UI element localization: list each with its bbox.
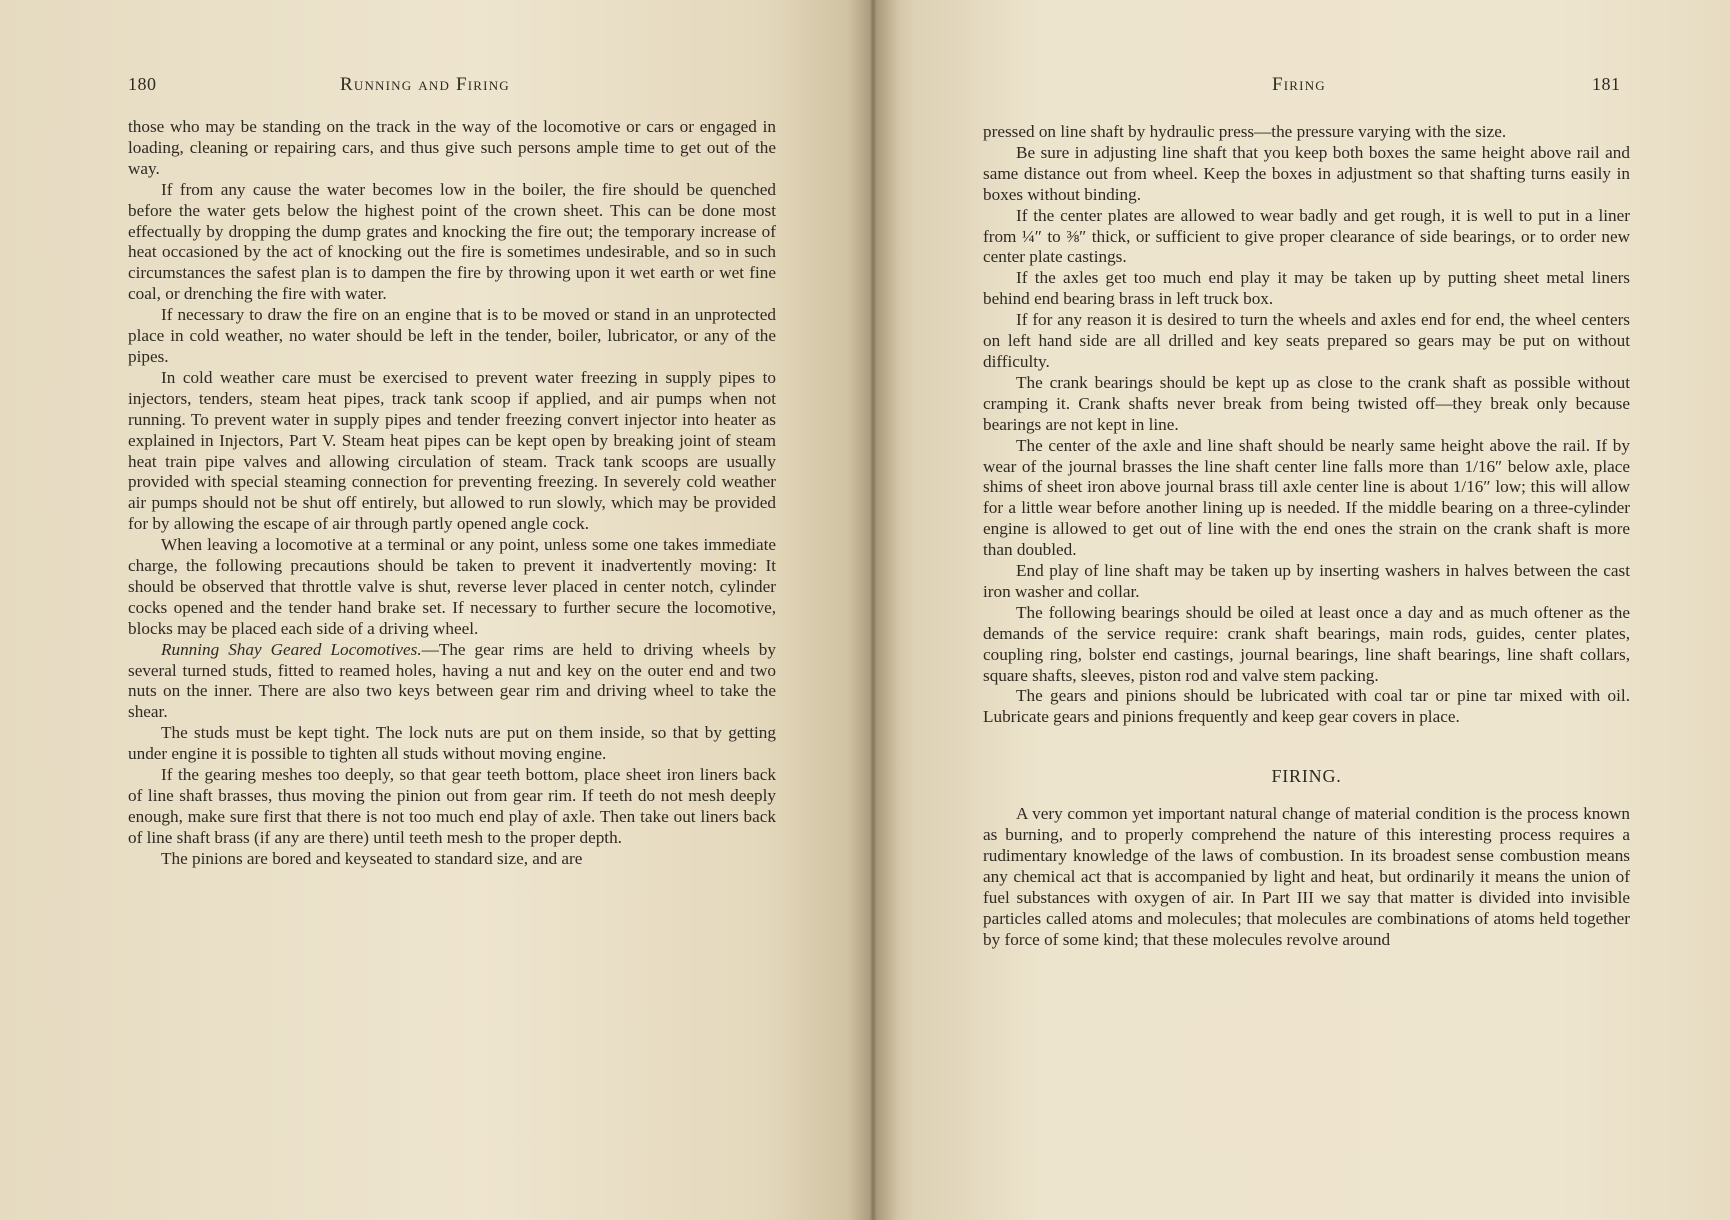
paragraph: Running Shay Geared Locomotives.—The gear rims are held to driving wheels by several turned studs, fitted to reamed holes, having a nut and key on the outer end and two nuts on the inner. There are also two keys between gear rim and driving wheel to take the shear. — [128, 639, 776, 722]
paragraph: The following bearings should be oiled at least once a day and as much oftener as the demands of the service require: crank shaft bearings, main rods, guides, center plates, coupling ring, bolster end castings, journal bearings, line shaft bearings, line shaft collars, square shafts, sleeves, piston rod and valve stem packing. — [983, 602, 1630, 685]
paragraph: A very common yet important natural change of material condition is the process known as burning, and to properly comprehend the nature of this interesting process requires a rudimentary knowledge of the laws of combustion. In its broadest sense combustion means any chemical act that is accompanied by light and heat, but ordinarily it means the union of fuel substances with oxygen of air. In Part III we say that matter is divided into invisible particles called atoms and molecules; that molecules are combinations of atoms held together by force of some kind; that these molecules revolve around — [983, 804, 1630, 949]
page-number-left: 180 — [128, 74, 157, 94]
paragraph: The gears and pinions should be lubricated with coal tar or pine tar mixed with oil. Lubricate gears and pinions frequently and keep gear covers in place. — [983, 686, 1630, 727]
paragraph: If necessary to draw the fire on an engine that is to be moved or stand in an unprotected place in cold weather, no water should be left in the tender, boiler, lubricator, or any of the pipes. — [128, 305, 776, 366]
paragraph: End play of line shaft may be taken up by inserting washers in halves between the cast iron washer and collar. — [983, 561, 1630, 601]
subsection-heading: Running Shay Geared Locomotives. — [161, 639, 422, 659]
book-gutter-shadow — [848, 0, 898, 1220]
right-page-body — [983, 122, 1630, 951]
paragraph: The center of the axle and line shaft should be nearly same height above the rail. If by wear of the journal brasses the line shaft center line falls more than 1/16″ below axle, place shims of sheet iron above journal brass till axle center line is about 1/16″ low; this will allow for a little wear before another lining up is needed. If the middle bearing on a three-cylinder engine is allowed to get out of line with the end ones the strain on the crank shaft is more than doubled. — [983, 435, 1630, 560]
paragraph: If from any cause the water becomes low in the boiler, the fire should be quenched before the water gets below the highest point of the crown sheet. This can be done most effectually by dropping the dump grates and knocking the fire out; the temporary increase of heat occasioned by the act of knocking out the fire is sometimes undesirable, and so in such circumstances the safest plan is to dampen the fire by throwing upon it wet earth or wet fine coal, or drenching the fire with water. — [128, 179, 776, 304]
paragraph: If the center plates are allowed to wear badly and get rough, it is well to put in a liner from ¼″ to ⅜″ thick, or sufficient to give proper clearance of side bearings, or to order new center plate castings. — [983, 205, 1630, 267]
paragraph: In cold weather care must be exercised to prevent water freezing in supply pipes to injectors, tenders, steam heat pipes, track tank scoop if applied, and air pumps when not running. To prevent water in supply pipes and tender freezing convert injector into heater as explained in Injectors, Part V. Steam heat pipes can be kept open by breaking joint of steam heat train pipe valves and allowing circulation of steam. Track tank scoops are usually provided with special steaming connection for preventing freezing. In severely cold weather air pumps should not be shut off entirely, but allowed to run slowly, which may be provided for by allowing the escape of air through partly opened angle cock. — [128, 367, 776, 534]
paragraph: those who may be standing on the track in the way of the locomotive or cars or engaged in loading, cleaning or repairing cars, and thus give such persons ample time to get out of the way. — [128, 117, 776, 178]
paragraph: If the axles get too much end play it may be taken up by putting sheet metal liners behind end bearing brass in left truck box. — [983, 268, 1630, 309]
paragraph: pressed on line shaft by hydraulic press—the pressure varying with the size. — [983, 122, 1507, 141]
section-title: FIRING. — [1271, 766, 1342, 787]
paragraph: The crank bearings should be kept up as close to the crank shaft as possible without cramping it. Crank shafts never break from being twisted off—they break only because bearings are not kept in line. — [983, 372, 1630, 434]
right-page — [870, 0, 1730, 1220]
running-head-left: Running and Firing — [340, 74, 510, 95]
paragraph: When leaving a locomotive at a terminal or any point, unless some one takes immediate charge, the following precautions should be taken to prevent it inadvertently moving: It should be observed that throttle valve is shut, reverse lever placed in center notch, cylinder cocks opened and the tender hand brake set. If necessary to further secure the locomotive, blocks may be placed each side of a driving wheel. — [128, 535, 776, 638]
paragraph: If the gearing meshes too deeply, so that gear teeth bottom, place sheet iron liners back of line shaft brasses, thus moving the pinion out from gear rim. If teeth do not mesh deeply enough, make sure first that there is not too much end play of axle. Then take out liners back of line shaft brass (if any are there) until teeth mesh to the proper depth. — [128, 765, 776, 847]
running-head-right: Firing — [1272, 74, 1326, 95]
paragraph: The pinions are bored and keyseated to standard size, and are — [161, 848, 583, 868]
paragraph: Be sure in adjusting line shaft that you keep both boxes the same height above rail and same distance out from wheel. Keep the boxes in adjustment so that shafting turns easily in boxes without binding. — [983, 142, 1630, 204]
paragraph: If for any reason it is desired to turn the wheels and axles end for end, the wheel centers on left hand side are all drilled and key seats prepared so gears may be put on without difficulty. — [983, 310, 1630, 371]
left-page-body — [128, 117, 776, 870]
page-number-right: 181 — [1592, 74, 1621, 94]
paragraph: The studs must be kept tight. The lock nuts are put on them inside, so that by getting under engine it is possible to tighten all studs without moving engine. — [128, 723, 776, 764]
